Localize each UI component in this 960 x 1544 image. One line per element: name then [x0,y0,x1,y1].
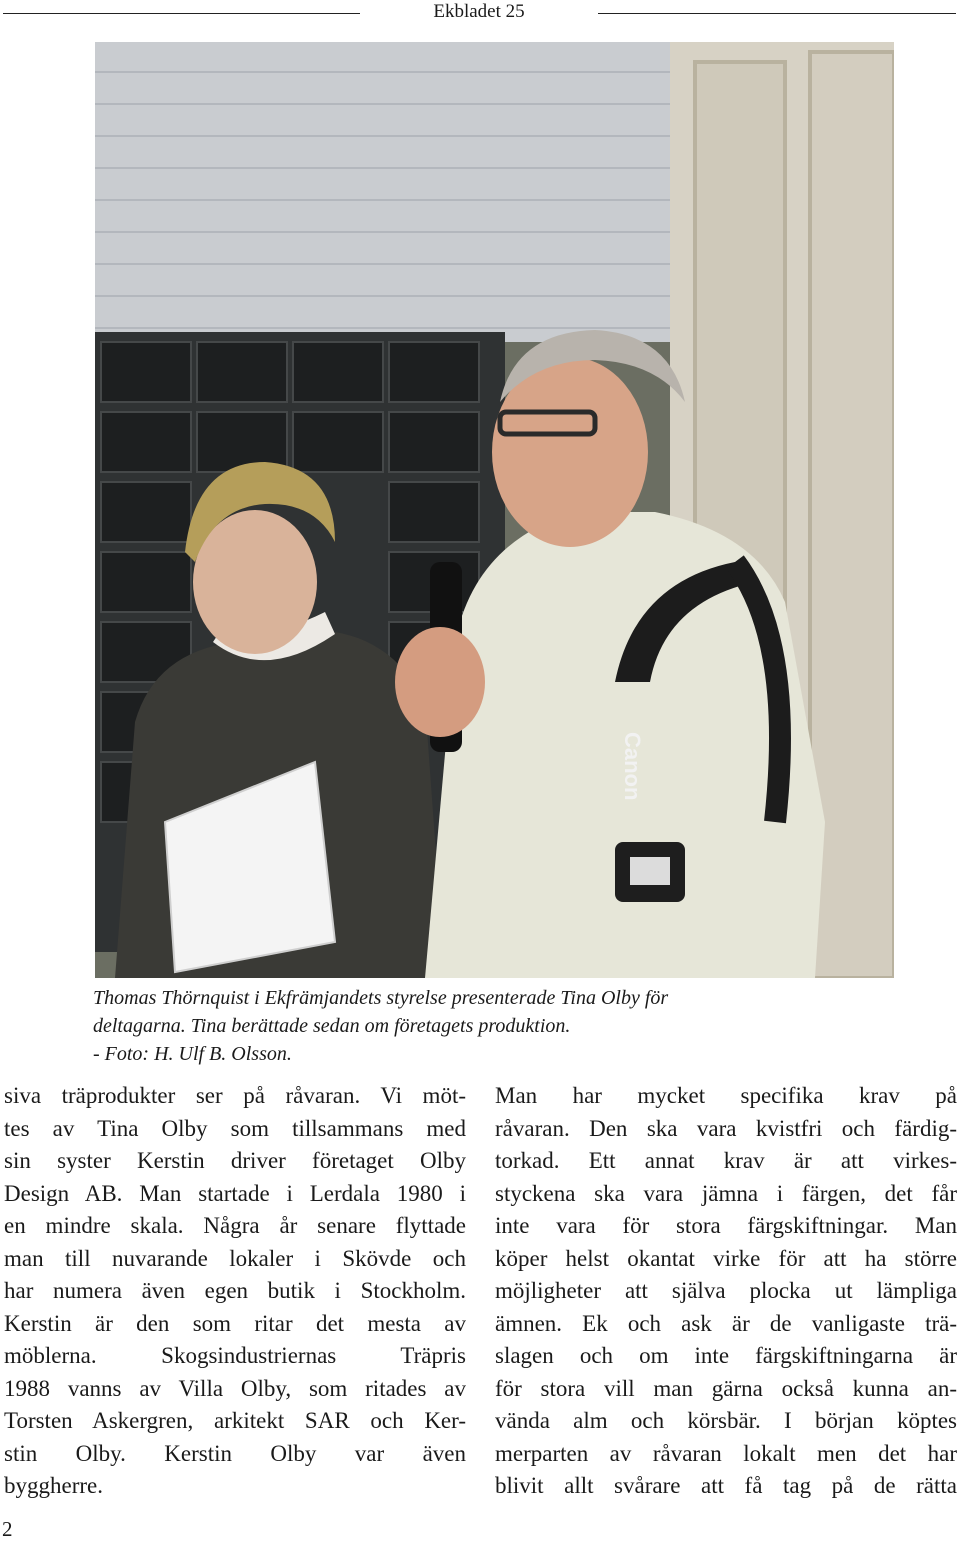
text-line: stin Olby. Kerstin Olby var även [4,1440,466,1466]
caption-line: - Foto: H. Ulf B. Olsson. [93,1043,292,1065]
text-line: Torsten Askergren, arkitekt SAR och Ker- [4,1408,466,1433]
text-line: Kerstin är den som ritar det mesta av [4,1310,466,1336]
header-rule-left [3,13,360,14]
article-column-left [4,1080,466,1503]
text-line: 1988 vanns av Villa Olby, som ritades av [4,1375,466,1401]
header-rule-right [598,13,956,14]
page-number: 2 [2,1517,13,1541]
text-line: inte vara för stora färgskiftningar. Man [495,1213,957,1238]
text-line: styckena ska vara jämna i färgen, det får [495,1180,957,1206]
text-line: slagen och om inte färgskiftningarna är [495,1343,957,1368]
photo-caption [93,984,833,1068]
text-line: köper helst okantat virke för att ha större [495,1245,957,1271]
text-line: tes av Tina Olby som tillsammans med [4,1115,466,1141]
text-line: Design AB. Man startade i Lerdala 1980 i [4,1180,466,1206]
text-line: torkad. Ett annat krav är att virkes- [495,1148,957,1173]
article-column-right [495,1080,957,1503]
text-line: merparten av råvaran lokalt men det har [495,1440,957,1466]
caption-line: Thomas Thörnquist i Ekfrämjandets styrelse presenterade Tina Olby för [93,987,669,1009]
text-line: vända alm och körsbär. I början köptes [495,1408,957,1433]
text-line: för stora vill man gärna också kunna an- [495,1375,957,1401]
text-line: man till nuvarande lokaler i Skövde och [4,1245,466,1271]
text-line: Man har mycket specifika krav på [495,1083,957,1108]
text-line: möjligheter att själva plocka ut lämpliga [495,1278,957,1303]
article-photo [95,42,894,978]
text-line: en mindre skala. Några år senare flyttade [4,1213,466,1238]
caption-line: deltagarna. Tina berättade sedan om företagets produktion. [93,1015,571,1037]
text-line: möblerna. Skogsindustriernas Träpris [4,1343,466,1368]
text-line: blivit allt svårare att få tag på de rätta [495,1473,957,1498]
text-line: ämnen. Ek och ask är de vanligaste trä- [495,1310,957,1336]
running-header: Ekbladet 25 [433,1,525,22]
text-line: har numera även egen butik i Stockholm. [4,1278,466,1303]
text-line: byggherre. [4,1473,103,1498]
text-line: siva träprodukter ser på råvaran. Vi möt- [4,1083,466,1108]
camera-strap-brand: Canon [620,732,645,801]
text-line: råvaran. Den ska vara kvistfri och färdig- [495,1115,957,1141]
text-line: sin syster Kerstin driver företaget Olby [4,1148,466,1173]
